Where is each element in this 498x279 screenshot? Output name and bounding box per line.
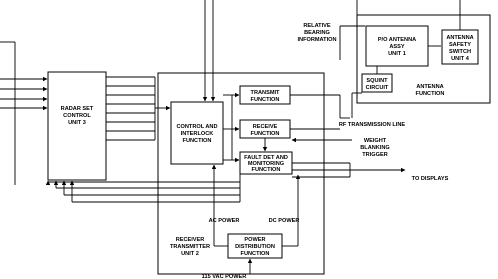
- svg-text:FUNCTION: FUNCTION: [182, 138, 212, 144]
- blanking-trigger-label: [360, 138, 390, 158]
- svg-text:P/O ANTENNA: P/O ANTENNA: [377, 37, 417, 43]
- svg-text:BLANKING: BLANKING: [360, 145, 390, 151]
- svg-text:BEARING: BEARING: [304, 30, 330, 36]
- ac-power-label: AC POWER: [208, 218, 240, 224]
- svg-text:ANTENNA: ANTENNA: [446, 35, 474, 41]
- svg-text:UNIT 1: UNIT 1: [388, 51, 406, 57]
- svg-text:RECEIVER: RECEIVER: [175, 237, 205, 243]
- svg-text:CONTROL: CONTROL: [63, 113, 91, 119]
- relative-bearing-label: [297, 23, 336, 43]
- svg-text:FUNCTION: FUNCTION: [250, 97, 280, 103]
- svg-text:UNIT 4: UNIT 4: [451, 56, 469, 62]
- svg-text:SAFETY: SAFETY: [448, 42, 472, 48]
- svg-text:FUNCTION: FUNCTION: [240, 251, 270, 257]
- svg-text:FUNCTION: FUNCTION: [415, 91, 445, 97]
- svg-text:SWITCH: SWITCH: [448, 49, 472, 55]
- svg-text:WEIGHT: WEIGHT: [363, 138, 387, 144]
- squint-circuit-label: [366, 78, 389, 91]
- svg-text:CONTROL AND: CONTROL AND: [176, 124, 218, 130]
- svg-text:FUNCTION: FUNCTION: [251, 167, 281, 173]
- svg-text:TRANSMITTER: TRANSMITTER: [169, 244, 211, 250]
- svg-text:RECEIVE: RECEIVE: [252, 124, 278, 130]
- receive-label: [251, 124, 280, 137]
- transmit-label: [251, 90, 280, 103]
- svg-text:CIRCUIT: CIRCUIT: [365, 85, 389, 91]
- svg-text:MONITORING: MONITORING: [247, 161, 285, 167]
- svg-text:RELATIVE: RELATIVE: [303, 23, 331, 29]
- transmission-line-label: RF TRANSMISSION LINE: [338, 122, 406, 128]
- control-interlock-label: [176, 124, 217, 144]
- svg-text:FUNCTION: FUNCTION: [250, 131, 280, 137]
- svg-text:TRANSMIT: TRANSMIT: [250, 90, 280, 96]
- svg-text:SQUINT: SQUINT: [366, 78, 388, 84]
- vac-power-label: 115 VAC POWER: [201, 274, 247, 279]
- to-displays-label: TO DISPLAYS: [411, 176, 449, 182]
- receiver-transmitter-caption: [170, 237, 210, 257]
- svg-text:TRIGGER: TRIGGER: [362, 152, 388, 158]
- svg-text:ASSY: ASSY: [389, 44, 405, 50]
- svg-text:DISTRIBUTION: DISTRIBUTION: [235, 244, 275, 250]
- svg-text:INTERLOCK: INTERLOCK: [180, 131, 214, 137]
- svg-text:POWER: POWER: [244, 237, 266, 243]
- svg-text:UNIT 3: UNIT 3: [68, 120, 86, 126]
- svg-text:UNIT 2: UNIT 2: [181, 251, 199, 257]
- svg-text:RADAR SET: RADAR SET: [60, 106, 94, 112]
- radar-set-control-box: [48, 72, 106, 180]
- svg-text:ANTENNA: ANTENNA: [416, 84, 444, 90]
- svg-text:FAULT DET AND: FAULT DET AND: [244, 155, 288, 161]
- dc-power-label: DC POWER: [268, 218, 300, 224]
- antenna-function-caption: [416, 84, 445, 97]
- svg-text:INFORMATION: INFORMATION: [297, 37, 337, 43]
